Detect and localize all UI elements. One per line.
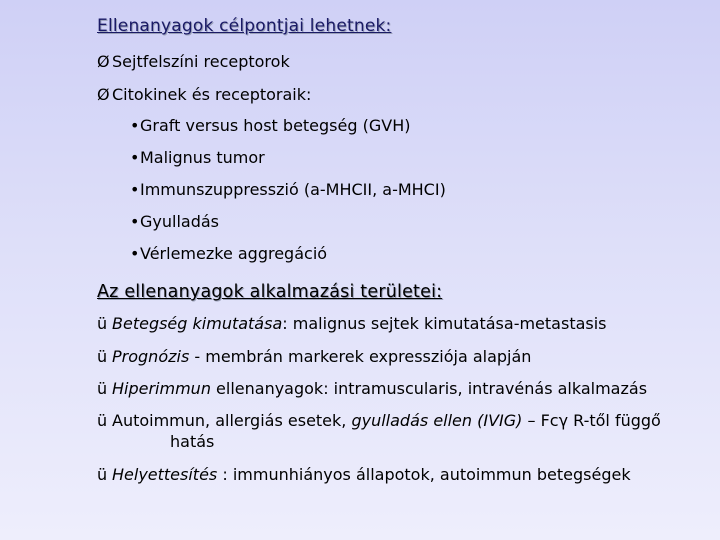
arrow-bullet-icon: Ø [97,85,110,104]
sub-item-label: Vérlemezke aggregáció [140,244,328,263]
application-item-text: : immunhiányos állapotok, autoimmun betegségek [217,465,631,484]
application-item-term: gyulladás ellen (IVIG) [351,411,523,430]
dot-bullet-icon: • [130,116,140,135]
target-item-label: Citokinek és receptoraik: [112,85,312,104]
dot-bullet-icon: • [130,148,140,167]
checkmark-bullet-icon: ü [97,411,108,430]
sub-item-label: Immunszuppresszió (a-MHCII, a-MHCI) [140,180,446,199]
application-item-detection [97,314,607,334]
sub-item-label: Gyulladás [140,212,219,231]
target-item-label: Sejtfelszíni receptorok [112,52,290,71]
arrow-bullet-icon: Ø [97,52,110,71]
checkmark-bullet-icon: ü [97,379,108,398]
heading-applications: Az ellenanyagok alkalmazási területei: [97,282,443,302]
application-item-text: Autoimmun, allergiás esetek, [112,411,352,430]
checkmark-bullet-icon: ü [97,347,108,366]
application-item-term: Hiperimmun [112,379,211,398]
sub-item-immunosuppression [130,180,446,200]
application-item-text: - membrán markerek expressziója alapján [189,347,532,366]
application-item-hyperimmune [97,379,647,399]
application-item-continuation: hatás [170,432,215,451]
sub-item-gvh [130,116,410,136]
dot-bullet-icon: • [130,212,140,231]
dot-bullet-icon: • [130,244,140,263]
application-item-text: : malignus sejtek kimutatása-metastasis [282,314,607,333]
sub-item-tumor [130,148,265,168]
sub-item-platelet-aggregation [130,244,327,264]
application-item-text: – Fcγ R-től függő [522,411,661,430]
checkmark-bullet-icon: ü [97,465,108,484]
application-item-term: Prognózis [112,347,190,366]
application-item-autoimmune [97,411,661,431]
sub-item-inflammation [130,212,219,232]
sub-item-label: Malignus tumor [140,148,265,167]
application-item-term: Helyettesítés [112,465,218,484]
checkmark-bullet-icon: ü [97,314,108,333]
application-item-term: Betegség kimutatása [112,314,283,333]
heading-targets: Ellenanyagok célpontjai lehetnek: [97,16,392,36]
application-item-prognosis [97,347,531,367]
dot-bullet-icon: • [130,180,140,199]
application-item-text: ellenanyagok: intramuscularis, intravénás alkalmazás [210,379,648,398]
sub-item-label: Graft versus host betegség (GVH) [140,116,411,135]
target-item-cytokines [97,85,311,105]
application-item-substitution [97,465,631,485]
target-item-surface-receptors [97,52,290,72]
